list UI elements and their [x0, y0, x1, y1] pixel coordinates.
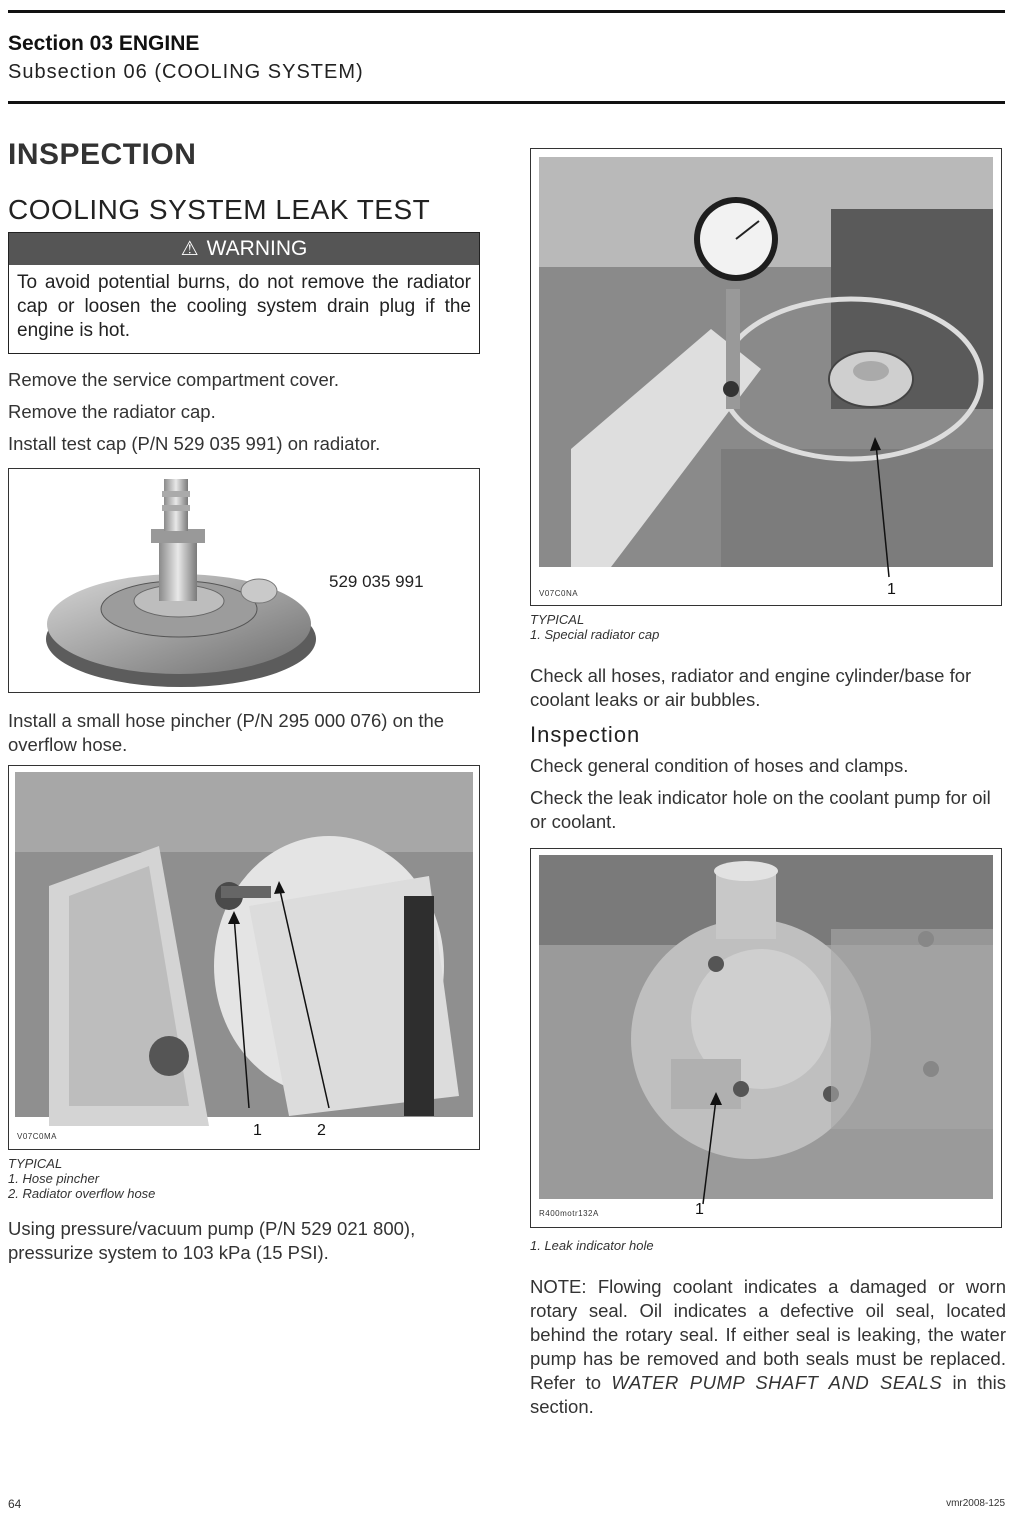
right-column: [530, 148, 1006, 1419]
leak-test-heading: COOLING SYSTEM LEAK TEST: [8, 194, 431, 225]
caption-item-1: 1. Leak indicator hole: [530, 1238, 654, 1253]
warning-text: To avoid potential burns, do not remove the radiator cap or loosen the cooling system drain plug if the engine is hot.: [17, 272, 471, 341]
hose-pincher-photo: [9, 766, 479, 1149]
radiator-cap-caption: [530, 612, 1006, 642]
callout-2: 2: [317, 1122, 326, 1139]
step-remove-cover: Remove the service compartment cover.: [8, 369, 340, 390]
note-label: NOTE:: [530, 1276, 587, 1297]
inspection-step-hoses: Check general condition of hoses and clamps.: [530, 755, 909, 776]
warning-box: [8, 232, 480, 354]
coolant-pump-figure: [530, 848, 1002, 1228]
section-title: Section 03 ENGINE: [8, 32, 200, 55]
radiator-cap-figure: [530, 148, 1002, 606]
test-cap-figure: [8, 468, 480, 693]
callout-1: 1: [695, 1201, 704, 1218]
caption-title: TYPICAL: [530, 612, 585, 627]
hose-pincher-caption: [8, 1156, 482, 1201]
inspection-heading: INSPECTION: [8, 138, 197, 171]
left-column: [8, 138, 482, 1273]
check-leaks-text: Check all hoses, radiator and engine cylinder/base for coolant leaks or air bubbles.: [530, 665, 972, 710]
note-text-end: in this section.: [530, 1372, 1006, 1417]
hose-pincher-instruction: Install a small hose pincher (P/N 295 000 076) on the overflow hose.: [8, 710, 445, 755]
figure-code: R400motr132A: [539, 1209, 599, 1218]
step-remove-cap: Remove the radiator cap.: [8, 401, 216, 422]
header-rule: [8, 101, 1005, 104]
warning-label: WARNING: [206, 237, 308, 260]
caption-item-1: 1. Special radiator cap: [530, 627, 660, 642]
test-cap-part-number: 529 035 991: [329, 572, 424, 591]
hose-pincher-figure: [8, 765, 480, 1150]
step-install-test-cap: Install test cap (P/N 529 035 991) on radiator.: [8, 433, 381, 454]
callout-1: 1: [887, 581, 896, 598]
figure-code: V07C0NA: [539, 589, 579, 598]
caption-item-2: 2. Radiator overflow hose: [8, 1186, 156, 1201]
inspection-step-leak-hole: Check the leak indicator hole on the coolant pump for oil or coolant.: [530, 787, 991, 832]
inspection-subheading: Inspection: [530, 722, 641, 747]
caption-item-1: 1. Hose pincher: [8, 1171, 100, 1186]
callout-1: 1: [253, 1122, 262, 1139]
caption-title: TYPICAL: [8, 1156, 63, 1171]
note-text: Flowing coolant indicates a damaged or worn rotary seal. Oil indicates a defective oil seal, located behind the rotary seal. If either seal is leaking, the water pump has be removed and both seals must be replaced. Refer to: [530, 1276, 1006, 1393]
note-paragraph: [530, 1275, 1006, 1419]
warning-triangle-icon: ⚠: [180, 238, 199, 260]
page-number: 64: [8, 1497, 22, 1511]
figure-code: V07C0MA: [17, 1132, 57, 1141]
document-code: vmr2008-125: [946, 1498, 1005, 1509]
pressurize-instruction: Using pressure/vacuum pump (P/N 529 021 800), pressurize system to 103 kPa (15 PSI).: [8, 1218, 416, 1263]
top-rule: [8, 10, 1005, 13]
warning-header: [9, 233, 479, 265]
coolant-pump-photo: [531, 849, 1001, 1227]
coolant-pump-caption: [530, 1238, 1006, 1253]
pressure-gauge-photo: [531, 149, 1001, 605]
note-reference: WATER PUMP SHAFT AND SEALS: [611, 1372, 943, 1393]
subsection-title: Subsection 06 (COOLING SYSTEM): [8, 61, 364, 83]
